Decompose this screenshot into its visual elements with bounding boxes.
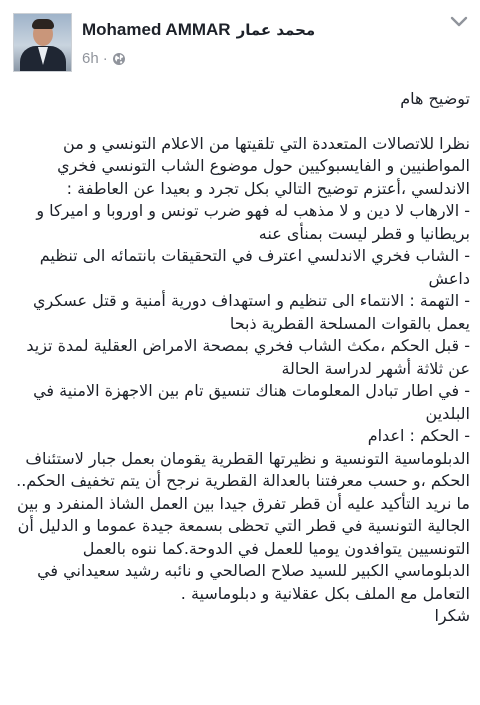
post-meta — [82, 50, 126, 70]
author-name-arabic[interactable]: محمد عمار — [236, 21, 316, 39]
author-name-row — [82, 20, 315, 40]
post-paragraph: شكرا — [434, 606, 470, 625]
post-paragraph: الدبلوماسية التونسية و نظيرتها القطرية يقومان بعمل جبار لاستئناف الحكم ،و حسب معرفتنا بالعدالة القطرية نرجح أن يتم تخفيف الحكم.. ما نريد التأكيد عليه أن قطر تفرق جيدا بين العمل الشاذ المنفرد و بين الجالية التونسية في قطر التي تحظى بسمعة جيدة عموما و الدليل أن التونسيين يتوافدون يوميا للعمل في الدوحة.كما ننوه بالعمل الدبلوماسي الكبير للسيد صلاح الصالحي و نائبه رشيد سعيداني في التعامل مع الملف بكل عقلانية و دبلوماسية . — [11, 448, 470, 603]
post-paragraph: - الشاب فخري الاندلسي اعترف في التحقيقات بانتمائه الى تنظيم داعش — [34, 246, 470, 288]
author-name[interactable]: Mohamed AMMAR — [82, 20, 231, 39]
post-paragraph: - الحكم : اعدام — [367, 426, 470, 445]
chevron-down-icon[interactable] — [450, 14, 468, 28]
post-paragraph: - في اطار تبادل المعلومات هناك تنسيق تام بين الاجهزة الامنية في البلدين — [28, 381, 470, 423]
post-heading: توضيح هام — [400, 89, 470, 108]
post-header — [0, 0, 480, 80]
globe-icon[interactable] — [112, 52, 126, 70]
meta-separator: · — [102, 50, 108, 67]
post-paragraph: - الارهاب لا دين و لا مذهب له فهو ضرب تونس و اوروبا و اميركا و بريطانيا و قطر ليست بمنأى عنه — [31, 201, 470, 243]
post-paragraph: نظرا للاتصالات المتعددة التي تلقيتها من الاعلام التونسي و من المواطنيين و الفايسبوكيين حول موضوع الشاب التونسي فخري الاندلسي ،أعتزم توضيح التالي بكل تجرد و بعيدا عن العاطفة : — [51, 133, 470, 198]
post-timestamp[interactable]: 6h — [82, 50, 99, 67]
post-paragraph: - التهمة : الانتماء الى تنظيم و استهداف دورية أمنية و قتل عسكري يعمل بالقوات المسلحة القطرية ذبحا — [27, 291, 470, 333]
avatar[interactable] — [13, 13, 72, 72]
post-paragraph: - قبل الحكم ،مكث الشاب فخري بمصحة الامراض العقلية لمدة تزيد عن ثلاثة أشهر لدراسة الحالة — [21, 336, 470, 378]
post-body — [12, 88, 470, 705]
